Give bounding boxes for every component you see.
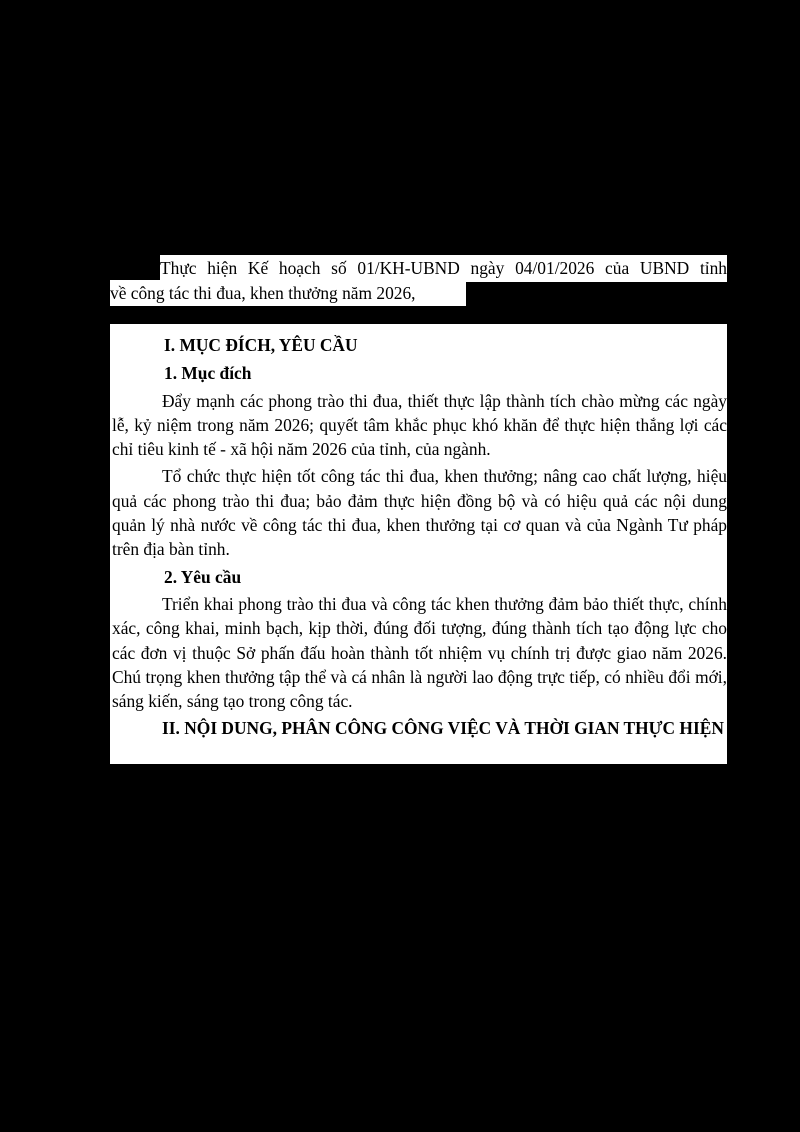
section-1-heading: I. MỤC ĐÍCH, YÊU CẦU [164, 335, 358, 355]
paragraph: Đẩy mạnh các phong trào thi đua, thiết thực lập thành tích chào mừng các ngày lễ, kỷ niệm trong năm 2026; quyết tâm khắc phục khó khăn để thực hiện thắng lợi các chỉ tiêu kinh tế - xã hội năm 2026 của tỉnh, của ngành. [112, 390, 727, 460]
intro-line-1: Thực hiện Kế hoạch số 01/KH-UBND ngày 04/01/2026 của UBND tỉnh [160, 255, 727, 282]
section-2-heading: II. NỘI DUNG, PHÂN CÔNG CÔNG VIỆC VÀ THỜI GIAN THỰC HIỆN [162, 718, 724, 739]
intro-paragraph [110, 255, 727, 306]
document-body [110, 324, 727, 764]
paragraph: Triển khai phong trào thi đua và công tác khen thưởng đảm bảo thiết thực, chính xác, công khai, minh bạch, kịp thời, đúng đối tượng, đúng thành tích tạo động lực cho các đơn vị thuộc Sở phấn đấu hoàn thành tốt nhiệm vụ chính trị được giao năm 2026. Chú trọng khen thưởng tập thể và cá nhân là người lao động trực tiếp, có nhiều đổi mới, sáng kiến, sáng tạo trong công tác. [112, 593, 727, 712]
paragraph: Tổ chức thực hiện tốt công tác thi đua, khen thưởng; nâng cao chất lượng, hiệu quả các phong trào thi đua; bảo đảm thực hiện đồng bộ và có hiệu quả các nội dung quản lý nhà nước về công tác thi đua, khen thưởng tại cơ quan và của Ngành Tư pháp trên địa bàn tỉnh. [112, 466, 727, 560]
section-1-2-heading: 2. Yêu cầu [164, 566, 242, 587]
intro-line-2: về công tác thi đua, khen thưởng năm 2026, [110, 280, 466, 306]
section-1-1-heading: 1. Mục đích [164, 363, 252, 384]
